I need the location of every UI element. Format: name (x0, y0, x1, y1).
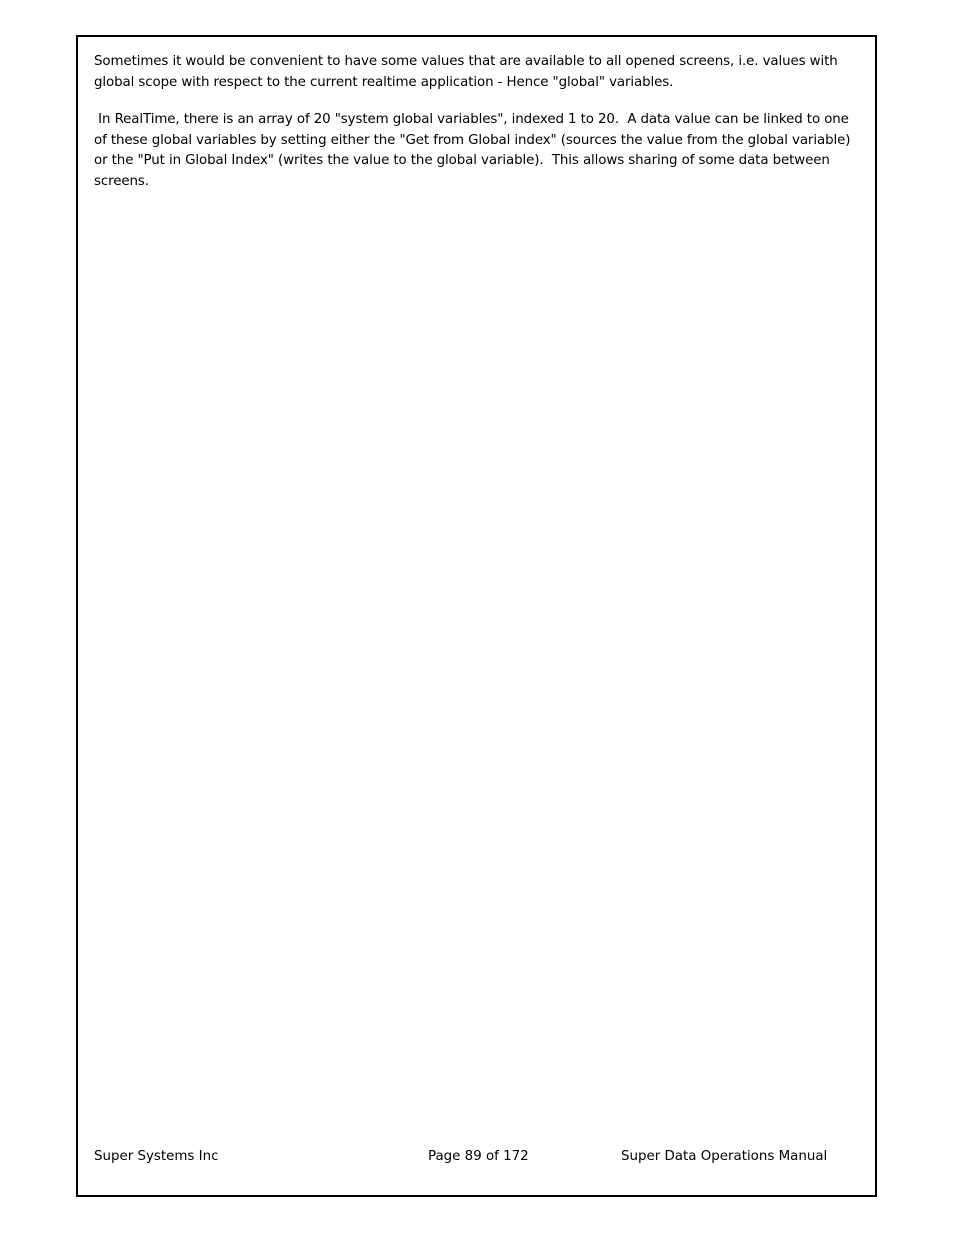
page-frame (76, 35, 877, 1197)
page-footer (94, 1147, 862, 1167)
paragraph-realtime-globals: In RealTime, there is an array of 20 "system global variables", indexed 1 to 20. A data value can be linked to one of these global variables by setting either the "Get from Global index" (sources the value from the global variable) or the "Put in Global Index" (writes the value to the global variable). This allows sharing of some data between screens. (94, 112, 855, 189)
paragraph-global-intro: Sometimes it would be convenient to have some values that are available to all opened screens, i.e. values with global scope with respect to the current realtime application - Hence "global" variables. (94, 54, 842, 90)
footer-page-number: Page 89 of 172 (428, 1149, 529, 1164)
footer-manual-title: Super Data Operations Manual (621, 1149, 828, 1164)
body-text (94, 52, 862, 209)
footer-company: Super Systems Inc (94, 1149, 219, 1164)
